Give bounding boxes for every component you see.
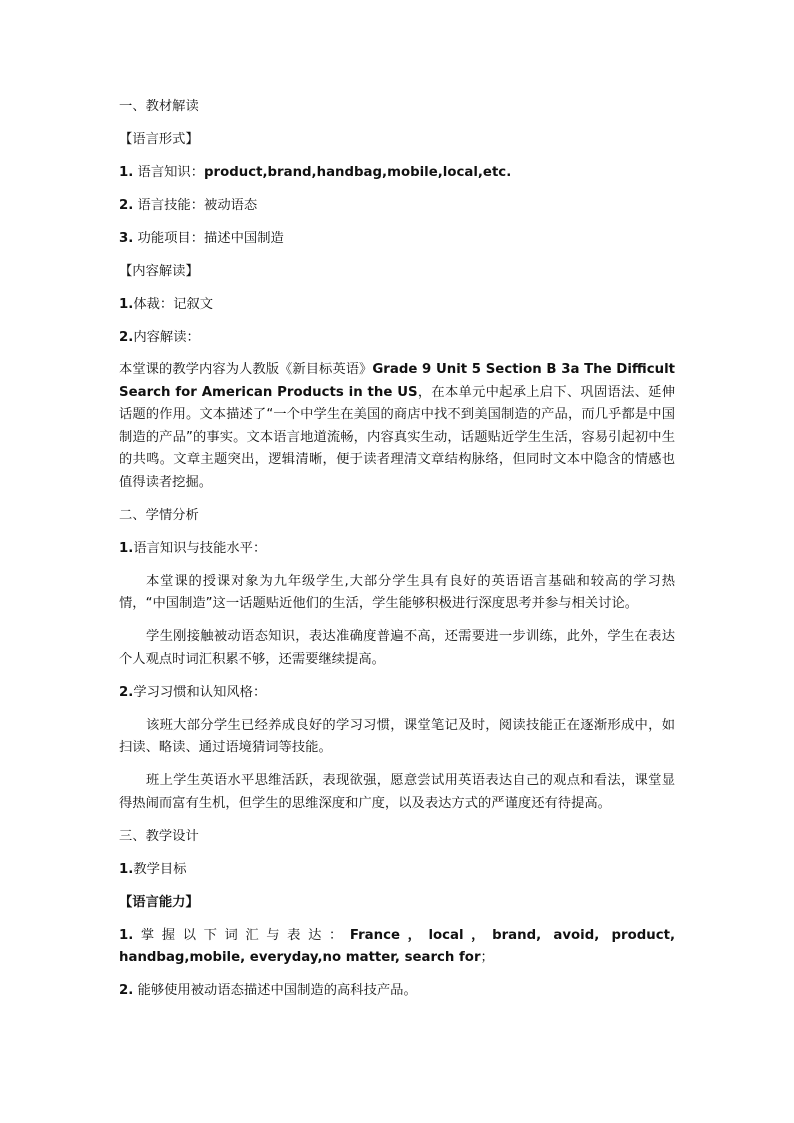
list-number: 1. (119, 165, 134, 180)
content-interpretation-title: 【内容解读】 (119, 264, 199, 279)
subheading-text: 教学目标 (133, 861, 187, 877)
analysis-paragraph: 学生刚接触被动语态知识，表达准确度普遍不高，还需要进一步训练，此外，学生在表达个人观点时词汇积累不够，还需要继续提高。 (119, 629, 675, 667)
analysis-paragraph: 该班大部分学生已经养成良好的学习习惯，课堂笔记及时，阅读技能正在逐渐形成中，如扫读、略读、通过语境猜词等技能。 (119, 717, 675, 755)
genre-line (119, 294, 675, 317)
list-number: 1. (119, 861, 134, 877)
section-heading-1: 一、教材解读 (119, 99, 199, 114)
content-paragraph (119, 359, 675, 494)
list-text: 功能项目：描述中国制造 (137, 231, 284, 246)
section-heading-3: 三、教学设计 (119, 828, 199, 844)
interpretation-text: 内容解读： (133, 330, 200, 345)
list-item-function (119, 228, 675, 251)
lesson-title: Grade 9 Unit 5 Section B 3a The Difficult Search for American Products in the US (119, 362, 675, 400)
list-number: 1. (119, 540, 134, 556)
list-number: 2. (119, 330, 134, 345)
subheading-text: 学习习惯和认知风格： (133, 684, 267, 700)
analysis-paragraph: 班上学生英语水平思维活跃，表现欲强，愿意尝试用英语表达自己的观点和看法，课堂显得热闹而富有生机，但学生的思维深度和广度，以及表达方式的严谨度还有待提高。 (119, 773, 675, 811)
goal-words: France，local，brand, avoid, product, handbag,mobile, everyday,no matter, search for (119, 927, 676, 965)
list-label: 语言知识： (137, 165, 205, 180)
list-number: 2. (119, 983, 134, 998)
language-form-title: 【语言形式】 (119, 132, 199, 147)
list-number: 2. (119, 684, 134, 700)
subheading-teaching-goals (119, 859, 675, 882)
analysis-paragraph: 本堂课的授课对象为九年级学生,大部分学生具有良好的英语语言基础和较高的学习热情，“中国制造”这一话题贴近他们的生活，学生能够积极进行深度思考并参与相关讨论。 (119, 573, 675, 611)
interpretation-line (119, 327, 675, 350)
goal-end: ； (480, 950, 494, 965)
vocab-list: product,brand,handbag,mobile,local,etc. (204, 165, 512, 180)
subheading-text: 语言知识与技能水平： (133, 540, 267, 556)
section-heading-2: 二、学情分析 (119, 507, 199, 523)
list-item-language-skill (119, 195, 675, 218)
goal-item-passive (119, 980, 675, 1003)
language-ability-title: 【语言能力】 (119, 894, 199, 910)
list-number: 2. (119, 198, 134, 213)
list-number: 3. (119, 231, 134, 246)
paragraph-part: 本堂课的教学内容为人教版《新目标英语》 (119, 362, 373, 377)
genre-text: 体裁：记叙文 (133, 297, 214, 312)
subheading-learning-habits (119, 682, 675, 705)
list-number: 1. (119, 927, 134, 943)
paragraph-part: ，在本单元中起承上启下、巩固语法、延伸话题的作用。文本描述了“一个中学生在美国的商店中找不到美国制造的产品，而几乎都是中国制造的产品”的事实。文本语言地道流畅，内容真实生动，话题贴近学生生活，容易引起初中生的共鸣。文章主题突出，逻辑清晰，便于读者理清文章结构脉络，但同时文本中隐含的情感也值得读者挖掘。 (119, 384, 675, 490)
list-item-language-knowledge (119, 162, 675, 185)
subheading-language-level (119, 538, 675, 561)
goal-label: 掌握以下词汇与表达： (133, 927, 350, 943)
goal-text: 能够使用被动语态描述中国制造的高科技产品。 (137, 983, 417, 998)
list-text: 语言技能：被动语态 (137, 198, 258, 213)
list-number: 1. (119, 297, 134, 312)
goal-item-vocabulary (119, 925, 675, 970)
document-body (119, 96, 675, 1013)
